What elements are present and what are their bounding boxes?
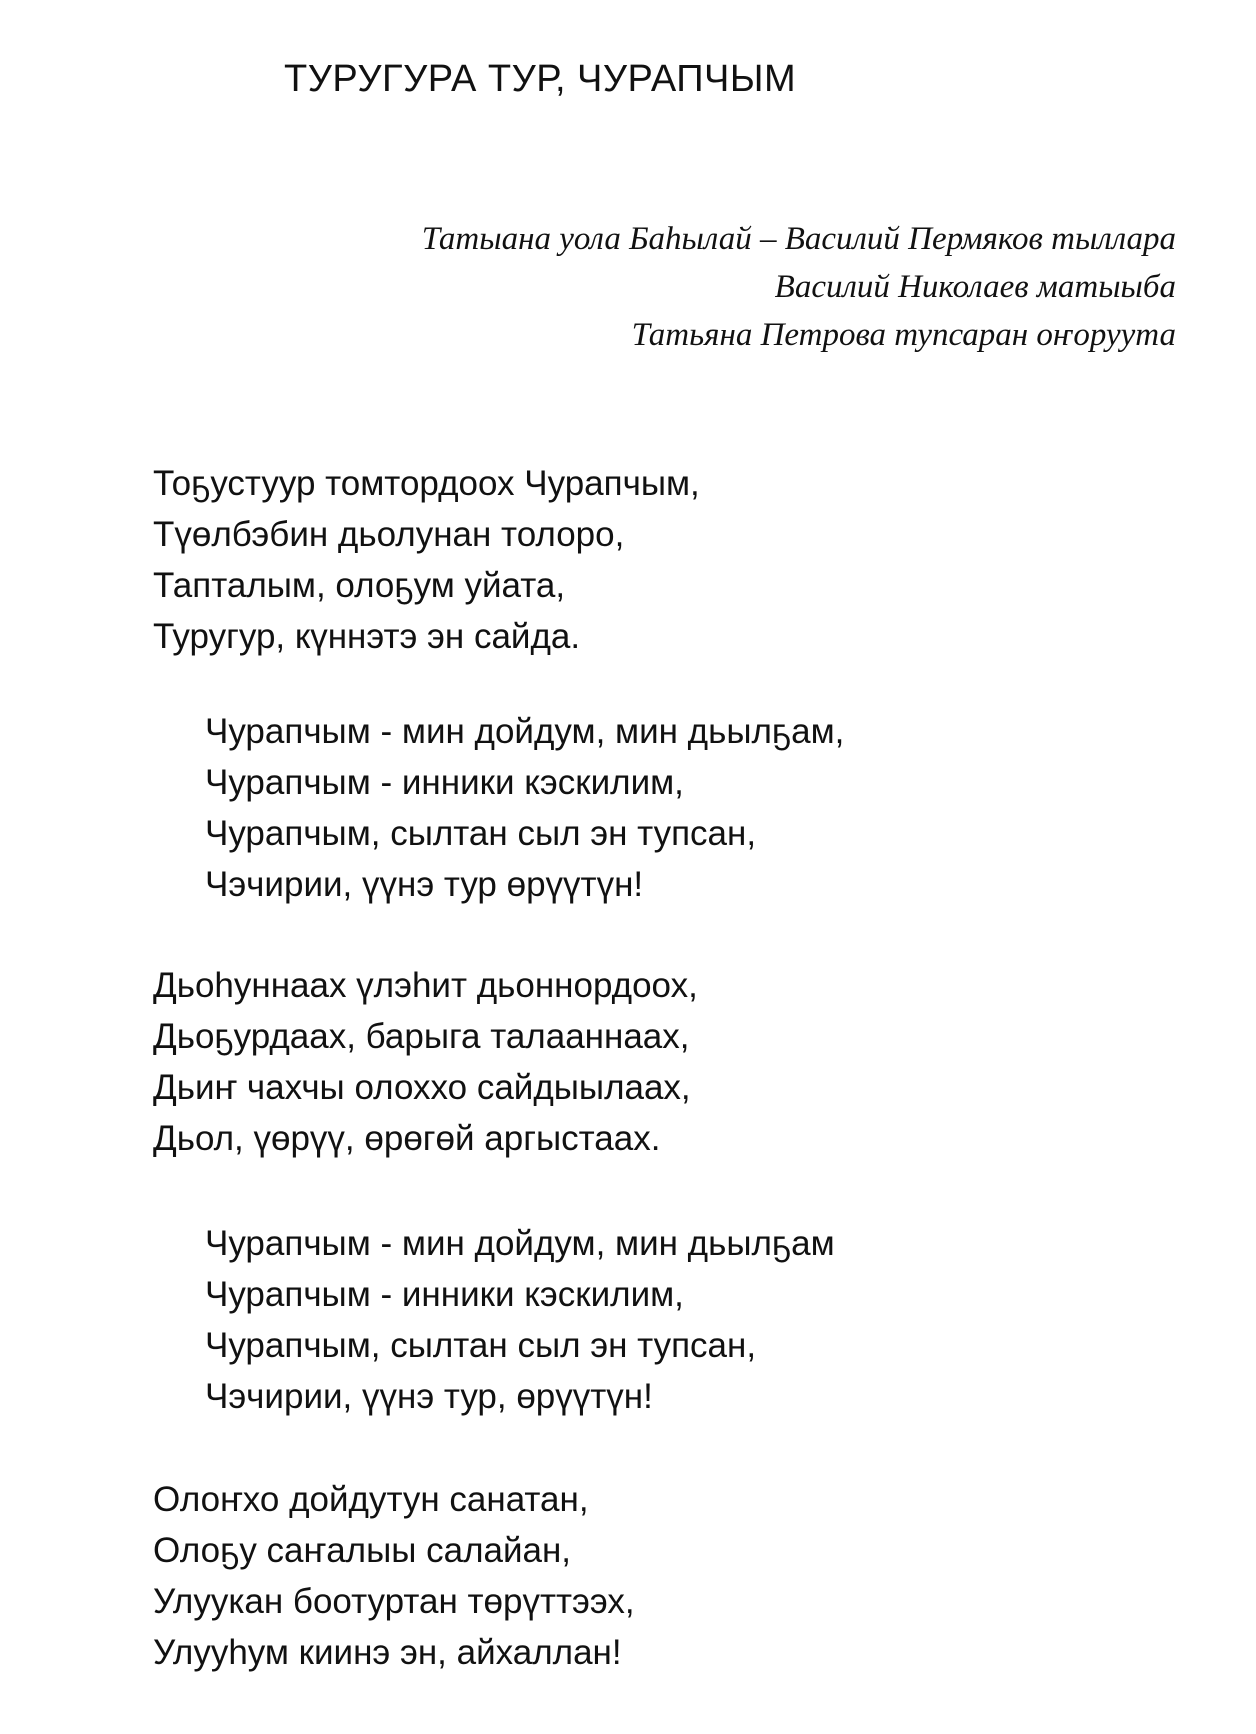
lyric-line: Олоҥхо дойдутун санатан, bbox=[153, 1480, 589, 1519]
credit-lyrics: Татыана уола Баһылай – Василий Пермяков тыллара bbox=[421, 221, 1176, 257]
lyric-line: Чурапчым - мин дойдум, мин дьылҕам bbox=[205, 1224, 835, 1263]
lyric-line: Чурапчым - мин дойдум, мин дьылҕам, bbox=[205, 712, 845, 751]
lyric-line: Чурапчым, сылтан сыл эн тупсан, bbox=[205, 1326, 757, 1365]
stanza-verse-2 bbox=[153, 960, 698, 1164]
lyric-line: Улуукан боотуртан төрүттээх, bbox=[153, 1582, 635, 1621]
lyric-line: Тапталым, олоҕум уйата, bbox=[153, 566, 566, 605]
lyric-line: Дьоһуннаах үлэһит дьоннордоох, bbox=[153, 966, 698, 1005]
lyric-line: Олоҕу саҥалыы салайан, bbox=[153, 1531, 572, 1570]
lyric-line: Чурапчым - инники кэскилим, bbox=[205, 763, 684, 802]
credit-arrangement: Татьяна Петрова тупсаран оҥоруута bbox=[631, 317, 1176, 353]
lyric-line: Дьоҕурдаах, барыга талааннаах, bbox=[153, 1017, 690, 1056]
stanza-chorus-1 bbox=[205, 706, 844, 910]
lyric-line: Түөлбэбин дьолунан толоро, bbox=[153, 515, 625, 554]
stanza-chorus-2 bbox=[205, 1218, 835, 1422]
stanza-verse-3 bbox=[153, 1474, 635, 1678]
lyric-line: Дьол, үөрүү, өрөгөй аргыстаах. bbox=[153, 1119, 661, 1158]
page-title: ТУРУГУРА ТУР, ЧУРАПЧЫМ bbox=[284, 58, 797, 100]
lyric-line: Чэчирии, үүнэ тур, өрүүтүн! bbox=[205, 1377, 653, 1416]
lyric-line: Чэчирии, үүнэ тур өрүүтүн! bbox=[205, 865, 644, 904]
lyric-line: Улууһум киинэ эн, айхаллан! bbox=[153, 1633, 622, 1672]
credit-music: Василий Николаев матыыба bbox=[774, 269, 1176, 305]
lyric-line: Чурапчым, сылтан сыл эн тупсан, bbox=[205, 814, 757, 853]
stanza-verse-1 bbox=[153, 458, 700, 662]
lyric-line: Чурапчым - инники кэскилим, bbox=[205, 1275, 684, 1314]
lyric-line: Туругур, күннэтэ эн сайда. bbox=[153, 617, 581, 656]
credits-block bbox=[422, 215, 1176, 359]
lyric-line: Тоҕустуур томтордоох Чурапчым, bbox=[153, 464, 700, 503]
lyric-line: Дьиҥ чахчы олоххо сайдыылаах, bbox=[153, 1068, 691, 1107]
